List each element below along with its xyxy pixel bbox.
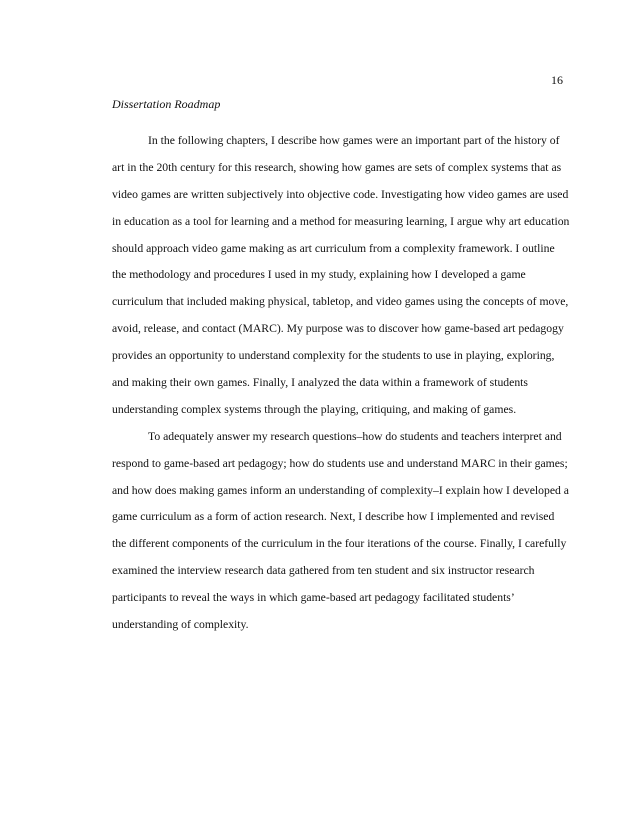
text-line: game curriculum as a form of action research. Next, I describe how I implemented and revised: [112, 510, 555, 524]
text-line: the different components of the curriculum in the four iterations of the course. Finally, I carefully: [112, 537, 567, 551]
text-line: examined the interview research data gathered from ten student and six instructor research: [112, 564, 535, 578]
text-line: avoid, release, and contact (MARC). My purpose was to discover how game-based art pedagogy: [112, 322, 564, 336]
text-line: art in the 20th century for this research, showing how games are sets of complex systems that as: [112, 160, 562, 174]
text-line: and making their own games. Finally, I analyzed the data within a framework of students: [112, 376, 528, 390]
text-line: participants to reveal the ways in which game-based art pedagogy facilitated students’: [112, 591, 515, 605]
page-number: 16: [551, 73, 563, 87]
text-line: In the following chapters, I describe how games were an important part of the history of: [148, 134, 560, 147]
body-text: [112, 128, 570, 639]
text-line: video games are written subjectively into objective code. Investigating how video games are used: [112, 187, 569, 201]
text-line: and how does making games inform an understanding of complexity–I explain how I developed a: [112, 483, 569, 497]
text-line: curriculum that included making physical, tabletop, and video games using the concepts of move,: [112, 295, 569, 309]
text-line: respond to game-based art pedagogy; how do students use and understand MARC in their games;: [112, 456, 568, 470]
text-line: To adequately answer my research questions–how do students and teachers interpret and: [148, 429, 562, 443]
text-line: provides an opportunity to understand complexity for the students to use in playing, exploring,: [112, 349, 555, 363]
text-line: the methodology and procedures I used in my study, explaining how I developed a game: [112, 268, 526, 282]
text-line: in education as a tool for learning and a method for measuring learning, I argue why art education: [112, 214, 570, 228]
text-line: understanding of complexity.: [112, 618, 249, 632]
text-line: understanding complex systems through the playing, critiquing, and making of games.: [112, 402, 517, 416]
section-heading: Dissertation Roadmap: [112, 97, 221, 111]
text-line: should approach video game making as art curriculum from a complexity framework. I outline: [112, 241, 555, 255]
